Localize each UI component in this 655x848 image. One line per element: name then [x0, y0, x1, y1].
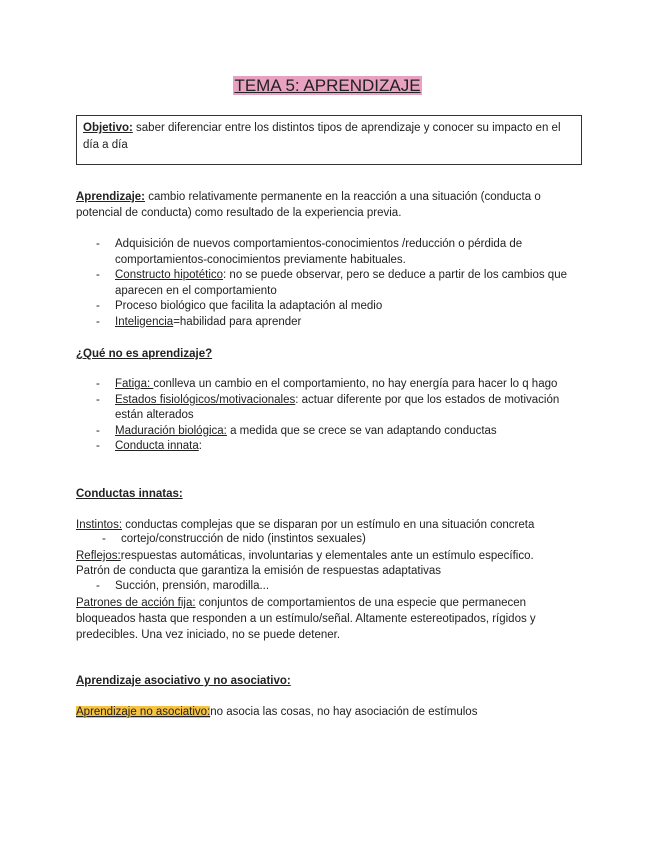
list-item: - Constructo hipotético: no se puede observar, pero se deduce a partir de los cambios que aparecen en el comportamiento [76, 268, 576, 299]
objective-label: Objetivo: [83, 122, 133, 134]
list-item: - Adquisición de nuevos comportamientos-conocimientos /reducción o pérdida de comportamientos-conocimientos previamente habituales. [76, 237, 576, 268]
instintos-list [76, 532, 576, 548]
aprendizaje-list [76, 237, 576, 330]
conductas-innatas-heading: Conductas innatas: [76, 488, 183, 500]
patrones-paragraph: Patrones de acción fija: conjuntos de comportamientos de una especie que permanecen bloqueados hasta que responden a un estímulo/señal. Altamente estereotipados, rígidos y predecibles. Una vez iniciado, no se puede detener. [76, 597, 536, 641]
instintos-label: Instintos: [76, 519, 123, 531]
aprendizaje-label: Aprendizaje: [76, 191, 146, 203]
aprendizaje-definition [76, 189, 576, 221]
objective-text: saber diferenciar entre los distintos tipos de aprendizaje y conocer su impacto en el día a día [83, 122, 561, 151]
list-item: - Succión, prensión, marodilla... [76, 579, 576, 595]
page-title [0, 76, 655, 96]
reflejos-label: Reflejos: [76, 550, 121, 562]
asociativo-heading: Aprendizaje asociativo y no asociativo: [76, 675, 291, 687]
list-item: - Estados fisiológicos/motivacionales: actuar diferente por que los estados de motivación están alterados [76, 393, 576, 424]
list-item: - Proceso biológico que facilita la adaptación al medio [76, 299, 576, 315]
patron-paragraph: Patrón de conducta que garantiza la emisión de respuestas adaptativas [76, 565, 442, 577]
aprendizaje-text: cambio relativamente permanente en la reacción a una situación (conducta o potencial de conducta) como resultado de la experiencia previa. [76, 191, 541, 219]
objective-box [76, 115, 582, 165]
title-text: TEMA 5: APRENDIZAJE [234, 76, 421, 95]
no-asociativo-paragraph: Aprendizaje no asociativo:no asocia las cosas, no hay asociación de estímulos [76, 706, 478, 718]
reflejos-paragraph: Reflejos:respuestas automáticas, involuntarias y elementales ante un estímulo específico. [76, 550, 534, 562]
list-item: - Inteligencia=habilidad para aprender [76, 315, 576, 331]
list-item: - Maduración biológica: a medida que se crece se van adaptando conductas [76, 424, 576, 440]
list-item: - Conducta innata: [76, 439, 576, 455]
no-aprendizaje-list [76, 377, 576, 455]
patron-list [76, 579, 576, 595]
list-item: - Fatiga: conlleva un cambio en el comportamiento, no hay energía para hacer lo q hago [76, 377, 576, 393]
no-aprendizaje-heading: ¿Qué no es aprendizaje? [76, 348, 213, 360]
instintos-paragraph: Instintos: conductas complejas que se disparan por un estímulo en una situación concreta [76, 519, 535, 531]
list-item: - cortejo/construcción de nido (instintos sexuales) [76, 532, 576, 548]
patrones-label: Patrones de acción fija: [76, 597, 196, 609]
no-asociativo-label: Aprendizaje no asociativo: [76, 706, 211, 718]
